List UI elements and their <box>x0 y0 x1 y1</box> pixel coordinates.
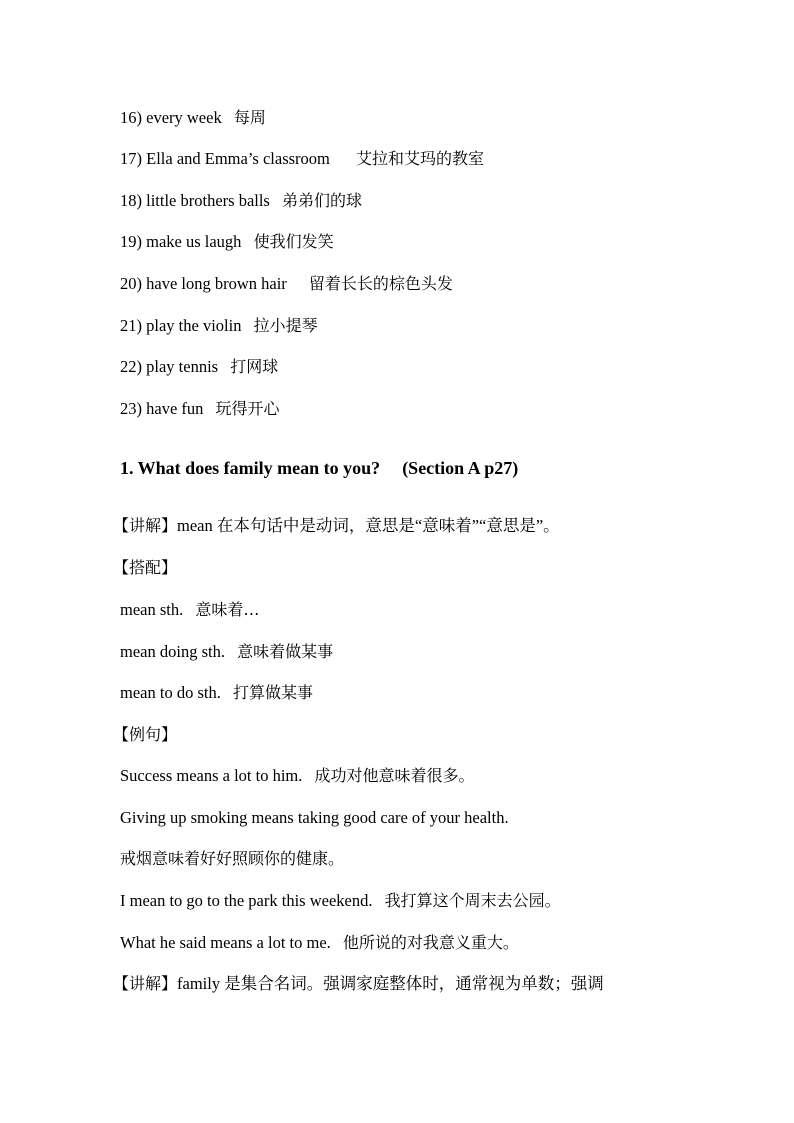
vocab-item <box>120 107 266 129</box>
vocab-number: 23) <box>120 399 142 418</box>
collocation-chinese: 意味着做某事 <box>237 642 334 661</box>
vocab-number: 20) <box>120 274 142 293</box>
vocab-chinese: 留着长长的棕色头发 <box>308 274 453 293</box>
section-heading <box>120 457 518 479</box>
vocab-item <box>120 273 453 295</box>
vocab-chinese: 艾拉和艾玛的教室 <box>356 149 485 168</box>
collocation-english: mean doing sth. <box>120 642 225 661</box>
collocation-chinese: 意味着… <box>195 600 260 619</box>
vocab-item <box>120 356 278 378</box>
vocab-chinese: 每周 <box>233 108 266 127</box>
examples-tag: 【例句】 <box>113 725 178 744</box>
example-english: Giving up smoking means taking good care of your health. <box>120 808 509 827</box>
vocab-item <box>120 231 334 253</box>
vocab-english: play tennis <box>146 357 219 376</box>
explanation-text: mean 在本句话中是动词，意思是“意味着”“意思是”。 <box>177 516 560 535</box>
example-english: What he said means a lot to me. <box>120 933 331 952</box>
vocab-english: have fun <box>146 399 204 418</box>
vocab-chinese: 使我们发笑 <box>253 232 334 251</box>
collocation-chinese: 打算做某事 <box>232 683 313 702</box>
vocab-english: Ella and Emma’s classroom <box>146 149 330 168</box>
vocab-number: 22) <box>120 357 142 376</box>
example-chinese: 他所说的对我意义重大。 <box>342 933 519 952</box>
heading-section-ref: (Section A p27) <box>402 458 519 478</box>
explanation-tag: 【讲解】 <box>113 516 178 535</box>
vocab-english: every week <box>146 108 222 127</box>
example-chinese: 我打算这个周末去公园。 <box>384 891 561 910</box>
explanation-tag: 【讲解】 <box>113 974 178 993</box>
vocab-chinese: 弟弟们的球 <box>281 191 362 210</box>
vocab-item <box>120 190 362 212</box>
heading-question: 1. What does family mean to you? <box>120 458 381 478</box>
vocab-english: little brothers balls <box>146 191 270 210</box>
example-chinese: 戒烟意味着好好照顾你的健康。 <box>120 849 345 868</box>
example-english: Success means a lot to him. <box>120 766 303 785</box>
vocab-number: 19) <box>120 232 142 251</box>
vocab-number: 17) <box>120 149 142 168</box>
vocab-item <box>120 398 280 420</box>
explanation-paragraph <box>113 973 604 995</box>
collocation-item <box>120 599 259 621</box>
example-sentence <box>120 932 519 954</box>
vocab-chinese: 拉小提琴 <box>253 316 318 335</box>
collocation-english: mean sth. <box>120 600 184 619</box>
explanation-text: family 是集合名词。强调家庭整体时，通常视为单数；强调 <box>177 974 604 993</box>
collocation-tag: 【搭配】 <box>113 558 178 577</box>
collocation-item <box>120 682 313 704</box>
vocab-item <box>120 315 318 337</box>
explanation-paragraph <box>113 515 560 537</box>
vocab-english: have long brown hair <box>146 274 287 293</box>
example-chinese: 成功对他意味着很多。 <box>314 766 475 785</box>
collocation-english: mean to do sth. <box>120 683 221 702</box>
vocab-number: 21) <box>120 316 142 335</box>
vocab-number: 18) <box>120 191 142 210</box>
example-english: I mean to go to the park this weekend. <box>120 891 373 910</box>
example-sentence <box>120 890 561 912</box>
collocation-item <box>120 641 333 663</box>
vocab-number: 16) <box>120 108 142 127</box>
vocab-english: play the violin <box>146 316 242 335</box>
vocab-item <box>120 148 484 170</box>
vocab-english: make us laugh <box>146 232 242 251</box>
example-sentence <box>120 765 475 787</box>
vocab-chinese: 打网球 <box>230 357 279 376</box>
example-sentence <box>120 848 344 870</box>
example-sentence <box>120 807 509 829</box>
vocab-chinese: 玩得开心 <box>215 399 280 418</box>
